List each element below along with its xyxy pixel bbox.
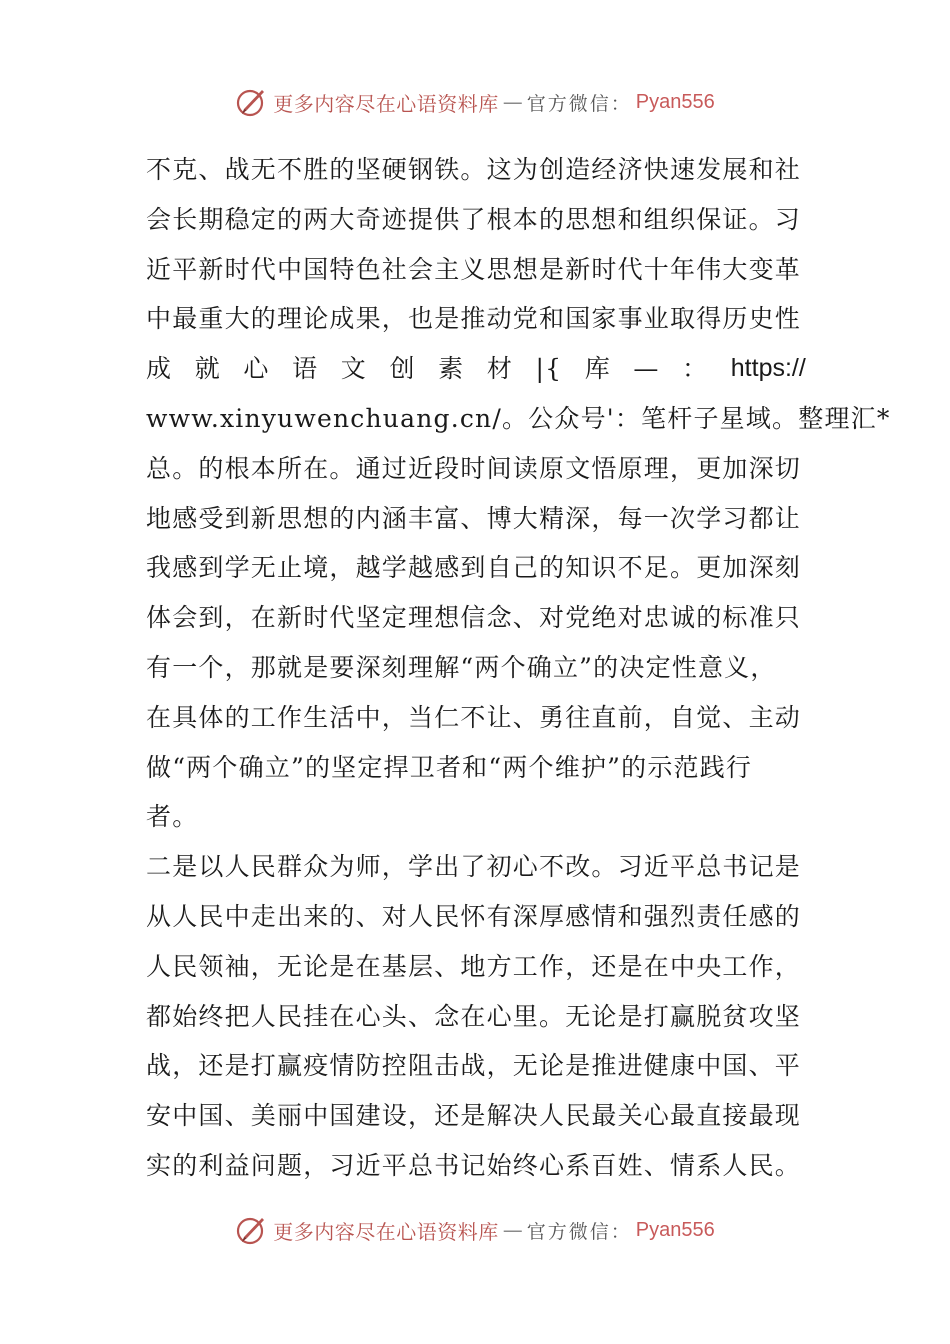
wechat-id: Pyan556: [635, 1218, 715, 1241]
text-line: 战，还是打赢疫情防控阻击战，无论是推进健康中国、平: [146, 1051, 802, 1081]
url-start: https://: [730, 354, 806, 383]
header-banner: [0, 80, 950, 124]
text-line: 者。: [146, 802, 199, 832]
spaced-char: 素: [438, 354, 465, 384]
spaced-char: 就: [194, 354, 221, 384]
text-line: 在具体的工作生活中，当仁不让、勇往直前，自觉、主动: [146, 702, 802, 732]
wechat-id: Pyan556: [635, 90, 715, 113]
spaced-text-line: [146, 344, 806, 394]
text-line: 从人民中走出来的、对人民怀有深厚感情和强烈责任感的: [146, 901, 802, 931]
quill-logo-icon: [235, 1213, 269, 1247]
spaced-char: —: [633, 354, 660, 384]
text-line: 不克、战无不胜的坚硬钢铁。这为创造经济快速发展和社: [146, 155, 802, 184]
text-line: 近平新时代中国特色社会主义思想是新时代十年伟大变革: [146, 254, 802, 284]
text-line: 都始终把人民挂在心头、念在心里。无论是打赢脱贫攻坚: [146, 1001, 802, 1031]
banner-dash: —: [502, 1218, 523, 1242]
spaced-char: 材: [486, 354, 514, 384]
banner-dash: —: [502, 90, 523, 114]
spaced-char: |{: [535, 354, 563, 384]
text-line: 会长期稳定的两大奇迹提供了根本的思想和组织保证。习: [146, 204, 802, 234]
spaced-char: 文: [340, 354, 367, 384]
text-line: 有一个，那就是要深刻理解“两个确立”的决定性意义，: [146, 652, 777, 682]
text-line: 实的利益问题，习近平总书记始终心系百姓、情系人民。: [146, 1150, 802, 1180]
text-line: 地感受到新思想的内涵丰富、博大精深，每一次学习都让: [146, 503, 802, 533]
spaced-char: 心: [243, 354, 270, 384]
body-text: [146, 145, 891, 1191]
text-line: 中最重大的理论成果，也是推动党和国家事业取得历史性: [146, 304, 802, 334]
spaced-char: ：: [682, 354, 709, 384]
text-line: 二是以人民群众为师，学出了初心不改。习近平总书记是: [146, 852, 802, 882]
footer-banner: [0, 1208, 950, 1252]
text-line: 总。的根本所在。通过近段时间读原文悟原理，更加深切: [146, 453, 802, 483]
text-line: 安中国、美丽中国建设，还是解决人民最关心最直接最现: [146, 1101, 802, 1131]
text-line: 体会到，在新时代坚定理想信念、对党绝对忠诚的标准只: [146, 603, 802, 633]
banner-text: 更多内容尽在心语资料库: [273, 91, 499, 116]
spaced-char: 创: [389, 354, 416, 384]
quill-logo-icon: [235, 85, 269, 119]
spaced-char: 语: [292, 354, 319, 384]
text-line: 做“两个确立”的坚定捍卫者和“两个维护”的示范践行: [146, 752, 753, 782]
banner-text: 更多内容尽在心语资料库: [273, 1219, 499, 1244]
url-text-line: www.xinyuwenchuang.cn/。公众号'：笔杆子星域。整理汇*: [146, 403, 891, 433]
spaced-char: 库: [584, 354, 611, 384]
text-line: 我感到学无止境，越学越感到自己的知识不足。更加深刻: [146, 553, 802, 583]
wechat-label: 官方微信：: [526, 1220, 632, 1243]
wechat-label: 官方微信：: [526, 92, 632, 115]
spaced-char: 成: [146, 354, 173, 384]
text-line: 人民领袖，无论是在基层、地方工作，还是在中央工作，: [146, 951, 802, 981]
